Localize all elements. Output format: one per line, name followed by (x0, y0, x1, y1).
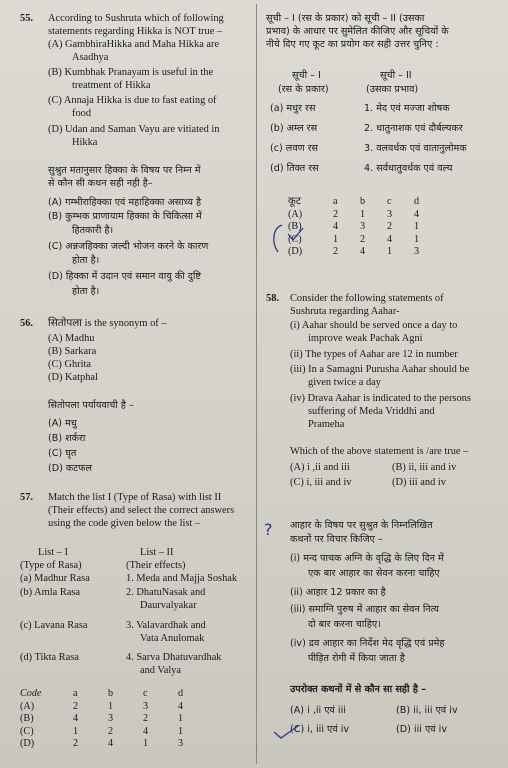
code-cell: 3 (360, 221, 366, 233)
hindi-option-b-cont: हितकारी है। (72, 225, 114, 236)
code-cell: 3 (108, 713, 114, 725)
code-cell: 1 (414, 221, 420, 233)
list2-item-1: 1. Meda and Majja Soshak (126, 573, 238, 584)
list2-subheading: (Their effects) (126, 560, 186, 571)
option-d-cont: Hikka (72, 137, 98, 148)
question-stem: (Their effects) and select the correct answers (48, 505, 235, 516)
code-cell: 1 (73, 725, 79, 737)
code-cell: 1 (108, 700, 114, 712)
code-option: (D) (20, 738, 35, 750)
code-cell: 4 (333, 221, 339, 233)
code-cell: 1 (178, 725, 184, 737)
code-row (20, 738, 213, 751)
option-a: (A) GambhiraHikka and Maha Hikka are (48, 39, 220, 50)
code-header: कूट (288, 196, 301, 208)
code-cell: 4 (143, 725, 149, 737)
column-divider (256, 4, 257, 764)
list2-item-2-cont: Daurvalyakar (140, 600, 197, 611)
code-cell: 2 (143, 713, 149, 725)
question-stem: statements regarding Hikka is NOT true – (48, 26, 223, 37)
option-d: (D) Udan and Saman Vayu are vitiated in (48, 124, 220, 135)
code-cell: 2 (387, 221, 393, 233)
hindi-list1-item-c: (c) लवण रस (270, 143, 319, 154)
statement-iv: (iv) Drava Aahar is indicated to the persons (290, 393, 471, 404)
hindi-statement-iii-cont: दो बार करना चाहिए। (308, 619, 381, 630)
code-option: (A) (20, 700, 35, 712)
code-cell: 1 (387, 246, 393, 258)
code-table (20, 688, 213, 751)
option-b: (B) Sarkara (48, 346, 97, 357)
code-cell: 4 (360, 246, 366, 258)
option-b: (B) Kumbhak Pranayam is useful in the (48, 67, 214, 78)
list1-item-a: (a) Madhur Rasa (20, 573, 90, 584)
code-cell: 1 (178, 713, 184, 725)
hindi-question-ask: उपरोक्त कथनों में से कौन सा सही है – (290, 684, 427, 695)
hindi-stem: कथनों पर विचार किजिए – (290, 534, 383, 545)
hindi-statement-ii: (ii) आहार 12 प्रकार का है (290, 587, 386, 598)
question-stem: According to Sushruta which of following (48, 13, 224, 24)
option-d: (D) iii and iv (392, 477, 446, 488)
code-header: b (108, 688, 114, 700)
code-header: Code (20, 688, 42, 700)
hindi-option-a: (A) i ,ii एवं iii (290, 705, 346, 716)
hindi-statement-i: (i) मन्द पाचक अग्नि के वृद्धि के लिए दिन में (290, 553, 444, 564)
hindi-option-a: (A) गम्भीराहिक्का एवं महाहिक्का असाध्य है (48, 197, 202, 208)
code-cell: 2 (73, 700, 79, 712)
hindi-code-table (288, 196, 441, 259)
question-number: 57. (20, 492, 33, 503)
statement-iv-cont: Prameha (308, 419, 345, 430)
question-stem: सितोपला is the synonym of – (48, 318, 167, 329)
list1-item-b: (b) Amla Rasa (20, 587, 81, 598)
code-cell: 3 (387, 208, 393, 220)
code-header-row (288, 196, 441, 209)
question-ask: Which of the above statement is /are true – (290, 446, 469, 457)
option-c-cont: food (72, 108, 92, 119)
code-header: c (143, 688, 148, 700)
statement-ii: (ii) The types of Aahar are 12 in number (290, 349, 458, 360)
hindi-option-b: (B) शर्करा (48, 433, 86, 444)
hindi-list1-subheading: (रस के प्रकार) (278, 84, 329, 95)
option-a: (A) Madhu (48, 333, 95, 344)
code-row (288, 221, 441, 234)
code-cell: 1 (333, 233, 339, 245)
hindi-statement-iii: (iii) समाग्नि पुरुष में आहार का सेवन नित्य (290, 604, 439, 615)
option-c: (C) i, iii and iv (290, 477, 352, 488)
hindi-option-b: (B) ii, iii एवं iv (396, 705, 458, 716)
code-header: d (178, 688, 184, 700)
code-header: a (333, 196, 338, 208)
list1-subheading: (Type of Rasa) (20, 560, 82, 571)
code-header-row (20, 688, 213, 701)
hindi-stem: आहार के विषय पर सुश्रुत के निम्नलिखित (290, 520, 433, 531)
hindi-option-c-cont: होता है। (72, 255, 100, 266)
hindi-statement-iv: (iv) द्रव आहार का निर्देश मेद वृद्धि एवं प्रमेह (290, 638, 445, 649)
code-cell: 4 (178, 700, 184, 712)
code-cell: 1 (414, 233, 420, 245)
code-row (288, 234, 441, 247)
code-option: (C) (20, 725, 34, 737)
code-row (20, 713, 213, 726)
list1-heading: List – I (38, 547, 69, 558)
list2-item-2: 2. DhatuNasak and (126, 587, 206, 598)
statement-iii: (iii) In a Samagni Purusha Aahar should be (290, 364, 470, 375)
question-number: 56. (20, 318, 33, 329)
option-a: (A) i ,ii and iii (290, 462, 350, 473)
code-option: (D) (288, 246, 303, 258)
code-row (288, 246, 441, 259)
option-b-cont: treatment of Hikka (72, 80, 151, 91)
hindi-list1-item-b: (b) अम्ल रस (270, 123, 318, 134)
code-cell: 4 (73, 713, 79, 725)
option-c: (C) Ghrita (48, 359, 91, 370)
list2-item-4-cont: and Valya (140, 665, 182, 676)
hindi-option-c: (C) i, iii एवं iv (290, 724, 350, 735)
question-stem: Sushruta regarding Aahar- (290, 306, 400, 317)
statement-iv-cont: suffering of Meda Vriddhi and (308, 406, 435, 417)
hindi-stem: सुश्रुत मतानुसार हिक्का के विषय पर निम्न में (48, 165, 201, 176)
hindi-list2-item-3: 3. वलवर्धक एवं वातानुलोमक (364, 143, 467, 154)
code-cell: 1 (143, 738, 149, 750)
code-option: (A) (288, 208, 303, 220)
code-cell: 4 (108, 738, 114, 750)
hindi-option-a: (A) मधु (48, 418, 77, 429)
hindi-stem: सूची – I (रस के प्रकार) को सूची – II (उसका (266, 13, 425, 24)
hindi-stem: प्रभाव) के आधार पर सुमेलित कीजिए और सूचियों के (266, 26, 449, 37)
code-cell: 3 (178, 738, 184, 750)
code-option: (B) (20, 713, 34, 725)
code-cell: 4 (387, 233, 393, 245)
hindi-list1-heading: सूची – I (292, 70, 321, 81)
list2-item-4: 4. Sarva Dhatuvardhak (126, 652, 222, 663)
list2-heading: List – II (140, 547, 174, 558)
option-d: (D) Katphal (48, 372, 98, 383)
hindi-list2-item-1: 1. मेद एवं मज्जा शोषक (364, 103, 450, 114)
handwritten-tick-mark (268, 222, 308, 258)
handwritten-tick-mark (272, 722, 302, 742)
code-cell: 4 (414, 208, 420, 220)
statement-iii-cont: given twice a day (308, 377, 381, 388)
hindi-list2-subheading: (उसका प्रभाव) (366, 84, 419, 95)
hindi-option-d: (D) कटफल (48, 463, 93, 474)
hindi-list2-item-4: 4. सर्वधातुवर्धक एवं वल्य (364, 163, 453, 174)
option-b: (B) ii, iii and iv (392, 462, 457, 473)
hindi-list1-item-a: (a) मधुर रस (270, 103, 316, 114)
question-number: 58. (266, 293, 279, 304)
list1-item-d: (d) Tikta Rasa (20, 652, 79, 663)
code-option: (B) (288, 221, 302, 233)
question-stem: Consider the following statements of (290, 293, 444, 304)
hindi-list2-heading: सूची – II (380, 70, 412, 81)
option-c: (C) Annaja Hikka is due to fast eating of (48, 95, 217, 106)
code-cell: 2 (360, 233, 366, 245)
statement-i-cont: improve weak Pachak Agni (308, 333, 423, 344)
list2-item-3-cont: Vata Anulomak (140, 633, 205, 644)
code-row (20, 726, 213, 739)
hindi-option-d-cont: होता है। (72, 286, 100, 297)
code-header: a (73, 688, 78, 700)
code-cell: 2 (108, 725, 114, 737)
code-cell: 2 (333, 246, 339, 258)
code-cell: 1 (360, 208, 366, 220)
option-a-cont: Asadhya (72, 52, 109, 63)
hindi-statement-iv-cont: पीड़ित रोगी में किया जाता है (308, 653, 405, 664)
code-header: d (414, 196, 420, 208)
code-header: c (387, 196, 392, 208)
list2-item-3: 3. Valavardhak and (126, 620, 206, 631)
hindi-option-c: (C) घृत (48, 448, 77, 459)
code-row (288, 209, 441, 222)
hindi-option-d: (D) iii एवं iv (396, 724, 448, 735)
statement-i: (i) Aahar should be served once a day to (290, 320, 458, 331)
code-cell: 2 (73, 738, 79, 750)
question-stem: using the code given below the list – (48, 518, 201, 529)
hindi-option-d: (D) हिक्का में उदान एवं समान वायु की दुष्टि (48, 271, 201, 282)
list1-item-c: (c) Lavana Rasa (20, 620, 88, 631)
handwritten-question-mark: ? (264, 520, 273, 539)
hindi-stem: से कौन सी कथन सही नही है– (48, 178, 153, 189)
hindi-statement-i-cont: एक बार आहार का सेवन करना चाहिए (308, 568, 440, 579)
code-cell: 3 (143, 700, 149, 712)
hindi-option-c: (C) अन्नजहिक्का जल्दी भोजन करने के कारण (48, 241, 209, 252)
hindi-list2-item-2: 2. धातुनाशक एवं दौर्बल्यकर (364, 123, 463, 134)
code-header: b (360, 196, 366, 208)
code-cell: 2 (333, 208, 339, 220)
hindi-stem: सितोपला पर्यायवाची है – (48, 400, 134, 411)
hindi-stem: नीचे दिए गए कूट का प्रयोग कर सही उत्तर चुनिए : (266, 39, 439, 50)
question-number: 55. (20, 13, 33, 24)
code-row (20, 701, 213, 714)
code-cell: 3 (414, 246, 420, 258)
code-option: (C) (288, 233, 302, 245)
hindi-list1-item-d: (d) तिक्त रस (270, 163, 319, 174)
hindi-option-b: (B) कुम्भक प्राणायाम हिक्का के चिकित्सा में (48, 211, 202, 222)
question-stem: Match the list I (Type of Rasa) with list II (48, 492, 222, 503)
